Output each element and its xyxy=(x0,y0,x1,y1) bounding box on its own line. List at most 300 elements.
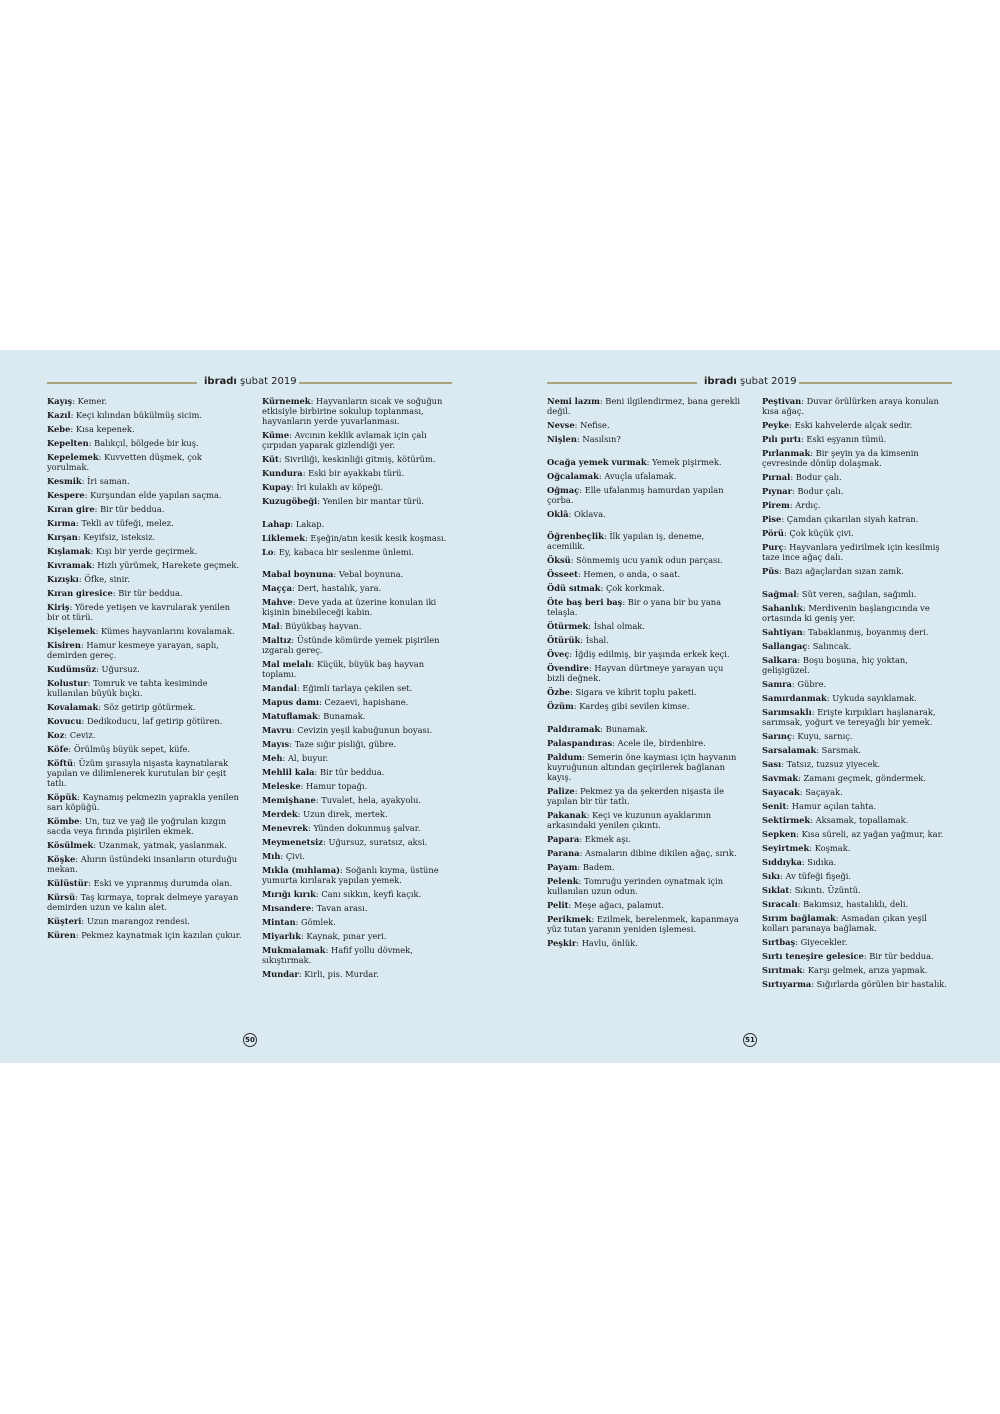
entry-separator: : xyxy=(289,739,295,750)
glossary-entry xyxy=(47,518,242,528)
entry-term: Sağmal xyxy=(762,588,797,599)
entry-definition: Söz getirip götürmek. xyxy=(103,702,196,713)
entry-definition: Duvar örülürken araya konulan kısa ağaç. xyxy=(762,396,939,417)
glossary-entry xyxy=(547,635,742,645)
entry-definition: Hamur açılan tahta. xyxy=(791,800,877,811)
entry-definition: Acele ile, birdenbire. xyxy=(617,737,706,748)
entry-definition: Kardeş gibi sevilen kimse. xyxy=(579,701,690,712)
entry-definition: Sıdıka. xyxy=(807,856,837,867)
glossary-entry xyxy=(547,583,742,593)
glossary-entry xyxy=(47,476,242,486)
entry-separator: : xyxy=(600,583,606,594)
entry-definition: Canı sıkkın, keyfi kaçık. xyxy=(321,889,422,900)
entry-definition: Bir tür beddua. xyxy=(100,503,165,514)
entry-definition: Bodur çalı. xyxy=(797,486,844,497)
entry-term: Mintan xyxy=(262,917,296,928)
entry-term: Maltız xyxy=(262,635,292,646)
entry-separator: : xyxy=(783,542,790,553)
entry-separator: : xyxy=(273,546,279,557)
glossary-entry xyxy=(762,420,955,430)
entry-term: Sallangaç xyxy=(762,640,808,651)
glossary-entry xyxy=(262,683,455,693)
entry-separator: : xyxy=(98,451,105,462)
glossary-entry xyxy=(262,851,455,861)
entry-separator: : xyxy=(88,437,95,448)
glossary-entry xyxy=(762,787,955,797)
entry-definition: Taze sığır pisliği, gübre. xyxy=(294,739,397,750)
entry-definition: Nasılsın? xyxy=(582,434,621,445)
entry-term: Kazıl xyxy=(47,409,71,420)
header-rule-right xyxy=(299,382,452,384)
glossary-entry xyxy=(262,697,455,707)
entry-term: Kırşan xyxy=(47,531,78,542)
glossary-entry xyxy=(47,816,242,836)
entry-definition: Sığırlarda görülen bir hastalık. xyxy=(816,978,947,989)
left-page xyxy=(0,350,500,1063)
entry-term: Seyirtmek xyxy=(762,842,810,853)
entry-definition: Balıkçıl, bölgede bir kuş. xyxy=(94,437,199,448)
entry-term: Pise xyxy=(762,514,782,525)
magazine-spread xyxy=(0,350,1000,1063)
entry-term: Peyke xyxy=(762,420,790,431)
entry-definition: Çamdan çıkarılan siyah katran. xyxy=(786,514,919,525)
entry-term: Pırlanmak xyxy=(762,448,811,459)
entry-separator: : xyxy=(789,884,795,895)
entry-separator: : xyxy=(781,514,787,525)
entry-term: Mal xyxy=(262,621,280,632)
entry-term: Meh xyxy=(262,753,283,764)
entry-term: Memişhane xyxy=(262,795,316,806)
entry-separator: : xyxy=(291,635,297,646)
entry-definition: Beni ilgilendirmez, bana gerekli değil. xyxy=(547,396,741,417)
entry-separator: : xyxy=(789,420,795,431)
entry-term: Kuzugöbeği xyxy=(262,496,318,507)
entry-term: Köşke xyxy=(47,854,76,865)
entry-definition: Yenilen bir mantar türü. xyxy=(322,496,425,507)
entry-separator: : xyxy=(340,865,346,876)
entry-definition: Deve yada at üzerine konulan iki kişinin binebileceği kabin. xyxy=(262,597,437,618)
glossary-entry xyxy=(47,532,242,542)
entry-definition: İri saman. xyxy=(87,476,130,487)
entry-separator: : xyxy=(598,470,605,481)
glossary-entry xyxy=(262,396,455,426)
glossary-entry xyxy=(762,514,955,524)
entry-definition: Bir şeyin ya da kimsenin çevresinde dönüp dolaşmak. xyxy=(762,448,919,469)
glossary-entry xyxy=(262,621,455,631)
glossary-column-3 xyxy=(547,396,742,952)
entry-definition: Elle ufalanmış hamurdan yapılan çorba. xyxy=(547,484,724,505)
entry-definition: Meşe ağacı, palamut. xyxy=(573,900,664,911)
glossary-entry xyxy=(762,486,955,496)
header-brand: ibradı xyxy=(704,376,737,387)
entry-separator: : xyxy=(282,753,288,764)
entry-definition: Koşmak. xyxy=(814,842,851,853)
glossary-entry xyxy=(262,917,455,927)
glossary-entry xyxy=(547,471,742,481)
entry-separator: : xyxy=(646,456,653,467)
glossary-entry xyxy=(547,848,742,858)
section-gap xyxy=(262,510,455,519)
entry-separator: : xyxy=(279,621,286,632)
entry-separator: : xyxy=(801,396,807,406)
entry-definition: Hamur kesmeye yarayan, saplı, demirden gereç. xyxy=(47,639,219,661)
glossary-entry xyxy=(47,602,242,622)
entry-term: Ötürmek xyxy=(547,621,589,632)
glossary-entry xyxy=(47,424,242,434)
glossary-entry xyxy=(762,603,955,623)
entry-separator: : xyxy=(289,430,295,441)
entry-separator: : xyxy=(78,573,85,584)
entry-term: Mırığı kırık xyxy=(262,889,316,900)
entry-term: Mabal boynuna xyxy=(262,569,334,580)
glossary-entry xyxy=(47,744,242,754)
glossary-entry xyxy=(262,753,455,763)
entry-separator: : xyxy=(588,621,594,632)
header-issue: şubat 2019 xyxy=(740,376,797,387)
entry-term: Ödü sıtmak xyxy=(547,583,601,594)
glossary-entry xyxy=(762,589,955,599)
entry-definition: Kümes hayvanlarını kovalamak. xyxy=(101,625,235,636)
entry-separator: : xyxy=(311,903,317,914)
entry-separator: : xyxy=(77,792,83,803)
glossary-entry xyxy=(547,457,742,467)
entry-separator: : xyxy=(75,892,81,903)
entry-term: Miyarlık xyxy=(262,931,301,942)
entry-term: Mandal xyxy=(262,683,297,694)
entry-definition: Bir tür beddua. xyxy=(869,950,934,961)
entry-separator: : xyxy=(600,723,606,734)
glossary-entry xyxy=(262,795,455,805)
glossary-entry xyxy=(762,528,955,538)
entry-term: Külüstür xyxy=(47,878,89,889)
glossary-entry xyxy=(47,792,242,812)
entry-term: Öğrenbeçlik xyxy=(547,531,604,542)
entry-definition: Kurşundan elde yapılan saçma. xyxy=(90,490,222,500)
glossary-entry xyxy=(762,627,955,637)
entry-term: Kovalamak xyxy=(47,702,99,713)
glossary-entry xyxy=(762,965,955,975)
entry-separator: : xyxy=(292,597,299,608)
entry-term: Savmak xyxy=(762,772,799,783)
entry-term: Kolustur xyxy=(47,678,88,688)
entry-term: Sahtiyan xyxy=(762,626,803,637)
glossary-entry xyxy=(262,482,455,492)
entry-definition: Kaynak, pınar yeri. xyxy=(306,931,387,942)
glossary-column-4 xyxy=(762,396,955,993)
entry-definition: Pekmez kaynatmak için kazılan çukur. xyxy=(81,930,242,941)
entry-term: Sektirmek xyxy=(762,814,811,825)
right-page xyxy=(500,350,1000,1063)
entry-definition: Semerin öne kayması için hayvanın kuyruğunun altından geçirilerek bağlanan kayış. xyxy=(547,751,737,782)
entry-separator: : xyxy=(798,772,804,783)
glossary-entry xyxy=(762,759,955,769)
entry-term: Mavru xyxy=(262,725,292,736)
entry-separator: : xyxy=(792,486,798,497)
glossary-entry xyxy=(262,454,455,464)
glossary-entry xyxy=(547,597,742,617)
entry-separator: : xyxy=(786,800,792,811)
entry-term: Öveç xyxy=(547,649,570,660)
glossary-entry xyxy=(47,930,242,940)
entry-definition: Üstünde kömürde yemek pişirilen ızgaralı gereç. xyxy=(262,635,440,656)
glossary-entry xyxy=(547,485,742,505)
entry-term: Sıkı xyxy=(762,870,781,881)
page-header-right xyxy=(547,376,952,388)
entry-separator: : xyxy=(810,448,816,459)
glossary-entry xyxy=(262,533,455,543)
glossary-entry xyxy=(262,781,455,791)
entry-definition: Sönmemiş ucu yanık odun parçası. xyxy=(576,555,723,566)
entry-definition: Avcının keklik avlamak için çalı çırpıdan yaparak gizlendiği yer. xyxy=(262,430,427,451)
entry-term: Oğcalamak xyxy=(547,470,599,481)
entry-separator: : xyxy=(295,917,302,928)
entry-definition: Bir tür beddua. xyxy=(118,587,183,598)
entry-term: Perikmek xyxy=(547,914,592,924)
entry-separator: : xyxy=(69,601,75,612)
glossary-entry xyxy=(262,583,455,593)
entry-separator: : xyxy=(574,785,581,796)
entry-definition: Gübre. xyxy=(797,678,827,689)
entry-definition: Hamur topağı. xyxy=(306,781,368,792)
entry-separator: : xyxy=(579,847,585,858)
entry-definition: Kirli, pis. Murdar. xyxy=(304,969,379,980)
entry-separator: : xyxy=(68,744,74,755)
entry-separator: : xyxy=(325,945,331,956)
entry-separator: : xyxy=(807,640,813,651)
entry-separator: : xyxy=(579,833,585,844)
entry-definition: Gömlek. xyxy=(301,917,336,928)
glossary-entry xyxy=(47,574,242,584)
entry-separator: : xyxy=(300,931,307,942)
entry-term: Kesmik xyxy=(47,476,82,487)
entry-separator: : xyxy=(317,496,323,507)
entry-separator: : xyxy=(81,716,87,727)
entry-separator: : xyxy=(826,692,833,703)
entry-separator: : xyxy=(863,950,870,961)
entry-definition: Hayvan dürtmeye yarayan uçu bizli değnek. xyxy=(547,663,724,684)
page-number-left: 50 xyxy=(243,1033,257,1047)
section-gap xyxy=(762,580,955,589)
glossary-entry xyxy=(47,588,242,598)
entry-term: Kişelemek xyxy=(47,625,96,636)
entry-term: Peşkir xyxy=(547,938,577,949)
entry-definition: Sigara ve kibrit toplu paketi. xyxy=(575,687,697,698)
entry-separator: : xyxy=(112,587,119,598)
entry-definition: Tomruk ve tahta kesiminde kullanılan büyük bıçkı. xyxy=(47,678,208,699)
entry-separator: : xyxy=(80,639,87,650)
entry-separator: : xyxy=(791,678,798,689)
entry-definition: Hafif yollu dövmek, sıkıştırmak. xyxy=(262,945,413,966)
entry-definition: Bodur çalı. xyxy=(795,472,842,483)
entry-separator: : xyxy=(578,875,584,886)
entry-separator: : xyxy=(87,678,94,688)
glossary-entry xyxy=(762,801,955,811)
entry-separator: : xyxy=(799,786,806,797)
glossary-entry xyxy=(547,621,742,631)
glossary-entry xyxy=(262,496,455,506)
entry-definition: Eski kahvelerde alçak sedir. xyxy=(794,420,913,431)
entry-term: Pılı pırtı xyxy=(762,434,801,445)
glossary-entry xyxy=(547,649,742,659)
glossary-entry xyxy=(547,663,742,683)
entry-term: Sıklat xyxy=(762,884,790,895)
glossary-entry xyxy=(47,892,242,912)
glossary-entry xyxy=(47,396,242,406)
entry-definition: Eşeğin/atın kesik kesik koşması. xyxy=(310,532,447,543)
glossary-entry xyxy=(262,711,455,721)
entry-term: Lahap xyxy=(262,518,291,529)
entry-definition: Öfke, sinir. xyxy=(84,573,130,584)
entry-definition: Bir o yana bir bu yana telaşla. xyxy=(547,597,722,618)
glossary-entry xyxy=(762,937,955,947)
entry-separator: : xyxy=(84,490,91,500)
entry-term: Össeet xyxy=(547,569,578,580)
glossary-entry xyxy=(762,731,955,741)
glossary-entry xyxy=(547,876,742,896)
glossary-entry xyxy=(547,396,742,416)
entry-term: Samırdanmak xyxy=(762,692,827,703)
entry-term: Koz xyxy=(47,730,65,741)
entry-definition: Hayvanlara yedirilmek için kesilmiş taze ince ağaç dalı. xyxy=(762,542,940,563)
glossary-entry xyxy=(47,560,242,570)
entry-separator: : xyxy=(291,482,297,493)
section-gap xyxy=(547,523,742,532)
entry-term: Mısandere xyxy=(262,903,312,914)
entry-separator: : xyxy=(290,518,296,529)
entry-separator: : xyxy=(797,898,804,909)
entry-definition: Al, buyur. xyxy=(287,753,329,764)
glossary-entry xyxy=(262,865,455,885)
glossary-entry xyxy=(762,500,955,510)
glossary-entry xyxy=(547,420,742,430)
entry-term: Nevse xyxy=(547,420,575,431)
entry-term: Sası xyxy=(762,758,782,769)
entry-definition: Lakap. xyxy=(295,518,325,529)
entry-definition: Uzun marangoz rendesi. xyxy=(86,916,190,927)
entry-definition: İshal olmak. xyxy=(593,621,645,632)
glossary-entry xyxy=(762,655,955,675)
entry-definition: İri kulaklı av köpeği. xyxy=(296,482,384,493)
glossary-entry xyxy=(547,569,742,579)
entry-definition: Aksamak, topallamak. xyxy=(815,814,909,825)
entry-term: Sarınç xyxy=(762,730,792,741)
entry-separator: : xyxy=(75,517,82,528)
entry-definition: Tuvalet, hela, ayakyolu. xyxy=(321,795,421,806)
entry-definition: Karşı gelmek, arıza yapmak. xyxy=(807,964,928,975)
entry-definition: Merdivenin başlangıcında ve ortasında ki geniş yer. xyxy=(762,602,930,623)
entry-definition: Bunamak. xyxy=(323,711,366,722)
entry-term: Küme xyxy=(262,430,290,441)
entry-definition: Çok küçük çivi. xyxy=(789,528,854,539)
entry-term: Kömbe xyxy=(47,816,80,827)
entry-definition: Ardıç. xyxy=(795,500,821,511)
glossary-entry xyxy=(262,945,455,965)
entry-term: Pelenk xyxy=(547,875,579,886)
entry-term: Pelit xyxy=(547,900,569,911)
entry-definition: Eski bir ayakkabı türü. xyxy=(308,468,405,479)
glossary-entry xyxy=(762,542,955,562)
entry-definition: Havlu, önlük. xyxy=(581,938,638,949)
page-header-left xyxy=(47,376,452,388)
glossary-entry xyxy=(47,452,242,472)
entry-term: Öksü xyxy=(547,555,571,566)
entry-definition: Asmadan çıkan yeşil kolları paranaya bağlamak. xyxy=(762,912,927,933)
glossary-entry xyxy=(762,707,955,727)
glossary-entry xyxy=(762,951,955,961)
glossary-entry xyxy=(547,531,742,551)
glossary-entry xyxy=(762,979,955,989)
entry-term: Kepelemek xyxy=(47,451,99,462)
glossary-entry xyxy=(47,626,242,636)
entry-term: Sayacak xyxy=(762,786,800,797)
section-gap xyxy=(547,448,742,457)
entry-definition: Uğursuz, suratsız, aksi. xyxy=(328,837,428,848)
page-number-right: 51 xyxy=(743,1033,757,1047)
glossary-entry xyxy=(762,913,955,933)
entry-separator: : xyxy=(570,687,576,698)
entry-separator: : xyxy=(72,396,78,406)
entry-separator: : xyxy=(302,468,309,479)
entry-term: Kürnemek xyxy=(262,396,311,406)
entry-separator: : xyxy=(292,583,298,594)
entry-term: Kudümsüz xyxy=(47,664,97,675)
entry-term: Sıracalı xyxy=(762,898,798,909)
glossary-entry xyxy=(762,857,955,867)
entry-definition: Keçi kılından bükülmüş sicim. xyxy=(76,409,202,420)
entry-separator: : xyxy=(791,730,798,741)
entry-definition: Ekmek aşı. xyxy=(584,833,631,844)
entry-term: Purç xyxy=(762,542,784,553)
entry-separator: : xyxy=(622,597,628,608)
entry-term: Merdek xyxy=(262,809,298,820)
entry-term: Kayış xyxy=(47,396,73,406)
glossary-entry xyxy=(762,566,955,576)
entry-separator: : xyxy=(603,531,610,542)
glossary-entry xyxy=(262,767,455,777)
entry-separator: : xyxy=(778,566,785,577)
entry-definition: Kuvvetten düşmek, çok yorulmak. xyxy=(47,451,202,473)
entry-term: Paldıramak xyxy=(547,723,601,734)
entry-separator: : xyxy=(569,649,575,660)
entry-term: Mıh xyxy=(262,851,281,862)
entry-separator: : xyxy=(88,878,94,889)
entry-term: Sırtbaş xyxy=(762,936,796,947)
entry-definition: Dert, hastalık, yara. xyxy=(297,583,382,594)
entry-definition: Badem. xyxy=(582,861,615,872)
glossary-entry xyxy=(262,659,455,679)
entry-term: Payam xyxy=(547,861,578,872)
entry-separator: : xyxy=(574,420,581,431)
entry-separator: : xyxy=(291,725,298,736)
glossary-entry xyxy=(47,854,242,874)
entry-term: Ötürük xyxy=(547,635,581,646)
entry-separator: : xyxy=(93,840,99,851)
entry-separator: : xyxy=(304,532,311,543)
entry-term: Kisiren xyxy=(47,639,81,650)
entry-separator: : xyxy=(310,396,316,406)
entry-term: Mahve xyxy=(262,597,293,608)
entry-definition: Tatsız, tuzsuz yiyecek. xyxy=(786,758,881,769)
glossary-entry xyxy=(762,815,955,825)
entry-separator: : xyxy=(790,472,796,483)
entry-separator: : xyxy=(582,751,588,762)
entry-separator: : xyxy=(75,854,81,865)
entry-term: Papara xyxy=(547,833,580,844)
glossary-entry xyxy=(47,504,242,514)
entry-separator: : xyxy=(308,823,314,834)
entry-separator: : xyxy=(95,625,101,636)
entry-term: Kızışkı xyxy=(47,573,79,584)
